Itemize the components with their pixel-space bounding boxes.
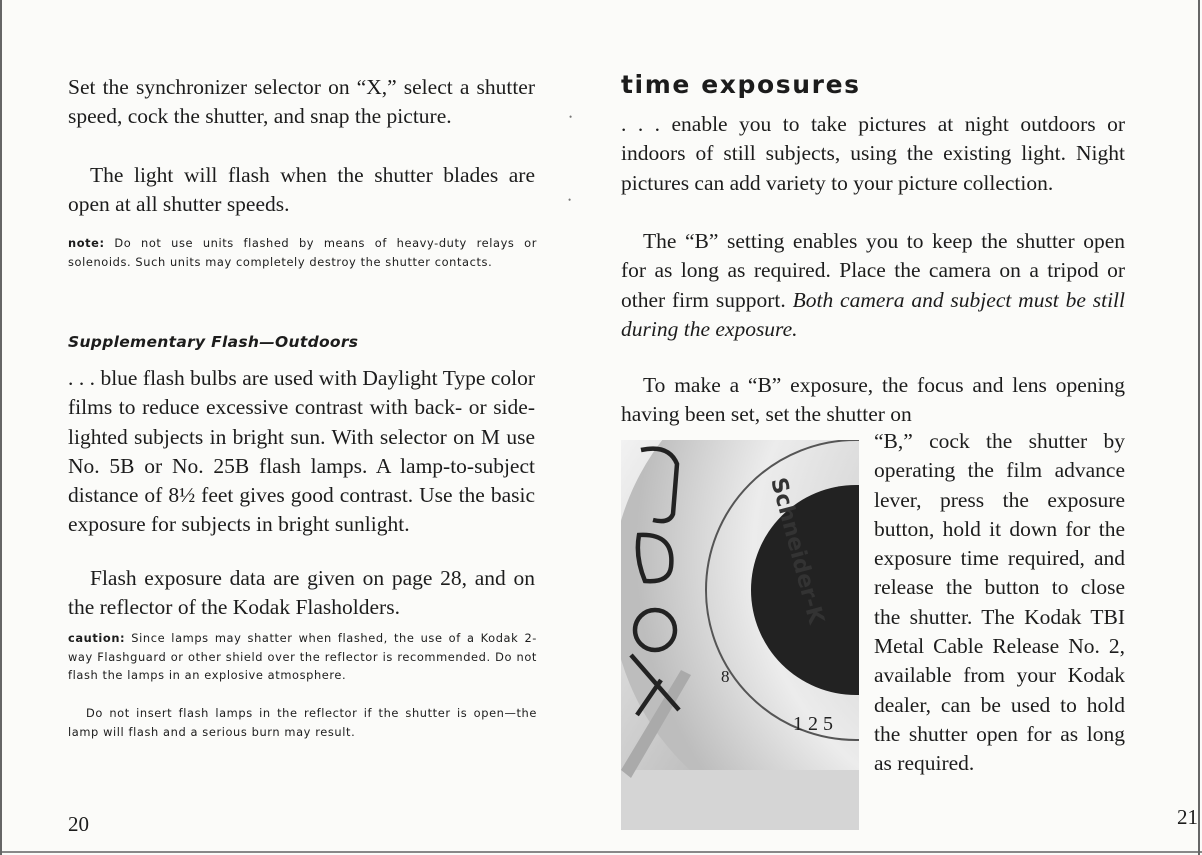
paragraph-synchronizer: Set the synchronizer selector on “X,” select a shutter speed, cock the shutter, and snap the picture. — [68, 75, 535, 129]
lens-ring-text: Schneider-K — [765, 475, 829, 627]
note-text: Do not use units flashed by means of heavy-duty relays or solenoids. Such units may completely destroy the shutter contacts. — [68, 236, 537, 269]
right-edge — [1198, 0, 1200, 855]
margin-mark: • — [569, 112, 573, 122]
paragraph-flash-blades: The light will flash when the shutter blades are open at all shutter speeds. — [68, 163, 535, 217]
caution-block — [68, 629, 537, 685]
paragraph-b-exposure-wrap: “B,” cock the shutter by operating the film advance lever, press the exposure button, hold it down for the exposure time required, and release the button to close the shutter. The Kodak TBI Metal Cable Release No. 2, available from your Kodak dealer, can be used to hold the shutter open for as long as required. — [874, 429, 1125, 776]
shutter-speed-marks: 1 2 5 — [793, 713, 833, 735]
paragraph-blue-flash-bulbs: . . . blue flash bulbs are used with Daylight Type color films to reduce excessive contrast with back- or side-lighted subjects in bright sun. With selector on M use No. 5B or No. 25B flash lamps. A lamp-to-subject distance of 8½ feet gives good contrast. Use the basic exposure for subjects in bright sunlight. — [68, 366, 535, 537]
lens-mark: 8 — [721, 667, 730, 686]
heading-time-exposures: time exposures — [621, 70, 861, 99]
camera-lens-photo — [621, 440, 859, 830]
b-setting-text: The “B” setting enables you to keep the shutter open for as long as required. Place the camera on a tripod or other firm support. — [621, 229, 1125, 312]
left-edge — [0, 0, 2, 855]
page-bottom-rule — [0, 851, 1202, 853]
paragraph-b-exposure: To make a “B” exposure, the focus and lens opening having been set, set the shutter on — [621, 373, 1125, 427]
b-setting-italic: Both camera and subject must be still during the exposure. — [621, 287, 1126, 341]
page-number-left: 20 — [68, 812, 89, 836]
note-label: note: — [68, 236, 105, 250]
caution-text: Since lamps may shatter when flashed, the use of a Kodak 2-way Flashguard or other shield over the reflector is recommended. Do not flash the lamps in an explosive atmosphere. — [68, 631, 537, 683]
caution-block-2: Do not insert flash lamps in the reflector if the shutter is open—the lamp will flash and a serious burn may result. — [68, 706, 537, 739]
paragraph-b-setting — [621, 227, 1125, 344]
margin-mark: • — [568, 195, 572, 205]
lens-illustration-icon — [621, 440, 859, 830]
caution-label: caution: — [68, 631, 126, 645]
page-number-right: 21 — [1177, 805, 1198, 829]
paragraph-flash-exposure-data: Flash exposure data are given on page 28, and on the reflector of the Kodak Flasholders. — [68, 566, 535, 620]
subheading-supplementary-flash: Supplementary Flash—Outdoors — [68, 333, 359, 351]
right-page — [568, 0, 1202, 855]
note-block — [68, 234, 537, 271]
paragraph-enable-pictures: . . . enable you to take pictures at night outdoors or indoors of still subjects, using the existing light. Night pictures can add variety to your picture collection. — [621, 112, 1125, 195]
